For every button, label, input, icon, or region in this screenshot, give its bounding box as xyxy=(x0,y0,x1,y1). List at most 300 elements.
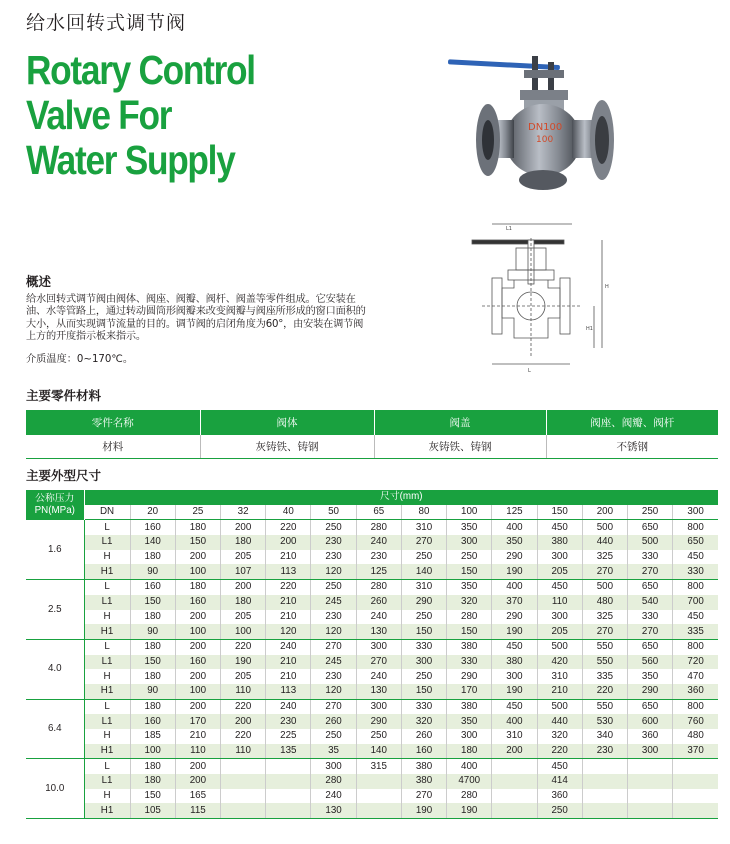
table-header-row xyxy=(26,410,718,435)
table-cell: 560 xyxy=(627,655,672,670)
table-cell: 500 xyxy=(627,535,672,550)
table-cell: 160 xyxy=(130,520,175,535)
table-cell: 290 xyxy=(492,610,537,625)
table-cell: 200 xyxy=(221,520,266,535)
table-cell: 140 xyxy=(130,535,175,550)
table-row xyxy=(26,580,718,595)
table-cell: 205 xyxy=(221,669,266,684)
table-cell: 800 xyxy=(687,641,704,653)
drawing-label: H xyxy=(605,284,609,290)
table-cell xyxy=(673,789,718,804)
table-cell: 200 xyxy=(175,610,220,625)
table-cell: 280 xyxy=(447,610,492,625)
dn-size-header: 200 xyxy=(582,505,627,520)
table-cell: 300 xyxy=(537,550,582,565)
table-cell: 245 xyxy=(311,595,356,610)
table-cell: 350 xyxy=(447,580,492,595)
table-cell: 205 xyxy=(537,624,582,639)
table-cell: 270 xyxy=(401,535,446,550)
table-cell: 325 xyxy=(582,550,627,565)
table-cell: 180 xyxy=(175,520,220,535)
table-cell: 290 xyxy=(627,684,672,699)
table-row xyxy=(26,744,718,759)
table-cell: 230 xyxy=(311,669,356,684)
table-cell: 250 xyxy=(311,580,356,595)
table-cell: 100 xyxy=(175,684,220,699)
table-cell: 650 xyxy=(673,535,718,550)
table-cell: 650 xyxy=(627,639,672,654)
table-cell: 220 xyxy=(221,729,266,744)
table-cell xyxy=(221,803,266,818)
table-cell: 300 xyxy=(447,729,492,744)
table-cell: 160 xyxy=(401,744,446,759)
table-cell: 205 xyxy=(221,550,266,565)
table-cell: 230 xyxy=(582,744,627,759)
table-cell: 185 xyxy=(130,729,175,744)
table-cell: 320 xyxy=(447,595,492,610)
table-row xyxy=(26,669,718,684)
table-row xyxy=(26,774,718,789)
table-cell xyxy=(582,789,627,804)
materials-table xyxy=(26,410,718,459)
table-cell xyxy=(582,759,627,774)
dimension-label: L xyxy=(84,699,130,714)
table-cell: 120 xyxy=(311,564,356,579)
table-cell: 220 xyxy=(582,684,627,699)
table-cell: 150 xyxy=(401,624,446,639)
table-cell: 150 xyxy=(401,684,446,699)
table-cell: 450 xyxy=(537,580,582,595)
table-cell: 250 xyxy=(401,610,446,625)
table-cell: 220 xyxy=(221,699,266,714)
table-cell: 330 xyxy=(401,699,446,714)
valve-drawing xyxy=(462,218,634,378)
table-cell: 700 xyxy=(673,595,718,610)
table-cell: 400 xyxy=(492,714,537,729)
table-cell: 205 xyxy=(537,564,582,579)
table-cell xyxy=(266,789,311,804)
dimension-label: L xyxy=(84,520,130,535)
table-cell: 210 xyxy=(537,684,582,699)
dn-size-header: 300 xyxy=(673,505,718,520)
table-cell: 280 xyxy=(311,774,356,789)
table-cell: 180 xyxy=(130,550,175,565)
table-cell: 380 xyxy=(447,699,492,714)
column-header: 阀座、阀瓣、阀杆 xyxy=(546,410,718,435)
table-cell: 130 xyxy=(356,624,401,639)
table-cell: 150 xyxy=(447,624,492,639)
table-cell: 480 xyxy=(582,595,627,610)
table-cell: 300 xyxy=(356,699,401,714)
table-cell: 420 xyxy=(537,655,582,670)
table-cell: 325 xyxy=(582,610,627,625)
table-cell: 220 xyxy=(266,580,311,595)
dn-header-row xyxy=(26,505,718,520)
table-cell: 270 xyxy=(311,699,356,714)
table-cell: 380 xyxy=(401,759,446,774)
table-cell: 250 xyxy=(311,729,356,744)
title-chinese: 给水回转式调节阀 xyxy=(26,12,187,34)
table-cell: 380 xyxy=(447,639,492,654)
table-cell: 300 xyxy=(627,744,672,759)
table-cell: 330 xyxy=(627,610,672,625)
table-cell: 110 xyxy=(537,595,582,610)
table-cell xyxy=(221,789,266,804)
table-cell: 530 xyxy=(582,714,627,729)
dn-size-header: 100 xyxy=(447,505,492,520)
table-cell: 180 xyxy=(447,744,492,759)
table-cell: 190 xyxy=(401,803,446,818)
table-cell: 250 xyxy=(356,729,401,744)
table-cell xyxy=(221,759,266,774)
table-cell: 180 xyxy=(221,595,266,610)
table-cell: 450 xyxy=(492,699,537,714)
dimension-label: L1 xyxy=(84,714,130,729)
table-cell: 290 xyxy=(447,669,492,684)
table-cell: 160 xyxy=(175,655,220,670)
table-cell: 250 xyxy=(537,803,582,818)
table-cell: 470 xyxy=(687,670,704,682)
table-row xyxy=(26,639,718,654)
table-cell: 130 xyxy=(311,803,356,818)
table-cell: 160 xyxy=(130,714,175,729)
table-cell xyxy=(492,759,537,774)
dimension-label: H xyxy=(84,610,130,625)
table-cell: 330 xyxy=(627,550,672,565)
table-cell: 300 xyxy=(537,610,582,625)
size-header: 尺寸(mm) xyxy=(84,490,718,505)
table-cell: 800 xyxy=(687,700,704,712)
table-cell: 360 xyxy=(627,729,672,744)
table-cell: 190 xyxy=(492,684,537,699)
table-cell: 270 xyxy=(356,655,401,670)
table-cell: 800 xyxy=(687,581,704,593)
table-cell: 140 xyxy=(356,744,401,759)
table-cell: 170 xyxy=(447,684,492,699)
table-cell: 160 xyxy=(175,595,220,610)
table-row xyxy=(26,803,718,818)
dimension-label: H1 xyxy=(84,744,130,759)
table-cell: 310 xyxy=(401,520,446,535)
table-cell: 180 xyxy=(130,699,175,714)
table-cell: 240 xyxy=(266,639,311,654)
table-cell: 210 xyxy=(266,595,311,610)
table-cell: 250 xyxy=(311,520,356,535)
table-cell: 240 xyxy=(266,699,311,714)
table-cell xyxy=(582,803,627,818)
table-cell: 115 xyxy=(175,803,220,818)
table-cell: 90 xyxy=(130,624,175,639)
table-cell: 230 xyxy=(266,714,311,729)
table-cell: 150 xyxy=(130,789,175,804)
dn-size-header: 32 xyxy=(221,505,266,520)
table-cell: 200 xyxy=(175,774,220,789)
dimension-label: H1 xyxy=(84,564,130,579)
dn-size-header: 40 xyxy=(266,505,311,520)
table-cell: 180 xyxy=(130,610,175,625)
dimension-label: L1 xyxy=(84,774,130,789)
table-cell: 650 xyxy=(627,580,672,595)
table-row xyxy=(26,759,718,774)
table-cell: 170 xyxy=(175,714,220,729)
table-cell: 280 xyxy=(447,789,492,804)
table-cell: 110 xyxy=(175,744,220,759)
table-row xyxy=(26,535,718,550)
table-cell: 90 xyxy=(130,564,175,579)
table-cell: 113 xyxy=(266,684,311,699)
title-english-line: Valve For xyxy=(26,92,172,138)
table-cell: 材料 xyxy=(26,435,200,459)
table-cell xyxy=(492,789,537,804)
table-cell: 400 xyxy=(492,580,537,595)
table-cell: 335 xyxy=(673,624,718,639)
table-cell xyxy=(627,789,672,804)
dn-size-header: 25 xyxy=(175,505,220,520)
table-cell: 300 xyxy=(311,759,356,774)
table-cell: 205 xyxy=(221,610,266,625)
table-cell: 280 xyxy=(356,520,401,535)
table-cell: 210 xyxy=(175,729,220,744)
table-cell: 210 xyxy=(266,550,311,565)
table-cell: 270 xyxy=(582,624,627,639)
table-cell: 300 xyxy=(401,655,446,670)
table-cell xyxy=(266,759,311,774)
table-row xyxy=(26,729,718,744)
table-row xyxy=(26,595,718,610)
column-header: 阀盖 xyxy=(374,410,546,435)
table-cell: 330 xyxy=(447,655,492,670)
table-cell: 450 xyxy=(687,551,704,563)
table-cell: 330 xyxy=(673,564,718,579)
table-cell: 720 xyxy=(673,655,718,670)
table-cell: 135 xyxy=(266,744,311,759)
table-cell xyxy=(221,774,266,789)
table-cell: 210 xyxy=(266,669,311,684)
table-row xyxy=(26,699,718,714)
table-cell: 不锈钢 xyxy=(546,435,718,459)
table-cell: 500 xyxy=(537,699,582,714)
table-cell: 330 xyxy=(401,639,446,654)
dimension-label: L xyxy=(84,759,130,774)
pn-header-line: PN(MPa) xyxy=(34,504,75,516)
table-cell: 335 xyxy=(582,669,627,684)
dn-size-header: 150 xyxy=(537,505,582,520)
table-cell: 300 xyxy=(492,669,537,684)
table-cell xyxy=(627,803,672,818)
table-cell: 110 xyxy=(221,684,266,699)
table-cell: 340 xyxy=(582,729,627,744)
table-row xyxy=(26,550,718,565)
table-cell: 200 xyxy=(175,699,220,714)
table-cell: 180 xyxy=(130,774,175,789)
medium-temperature: 介质温度：0~170℃。 xyxy=(26,354,134,365)
table-cell: 400 xyxy=(492,520,537,535)
title-english-line: Rotary Control xyxy=(26,47,255,93)
table-cell xyxy=(582,774,627,789)
table-row xyxy=(26,789,718,804)
table-cell: 107 xyxy=(221,564,266,579)
table-cell: 280 xyxy=(356,580,401,595)
pn-header xyxy=(26,490,84,520)
table-cell xyxy=(627,774,672,789)
table-cell: 180 xyxy=(175,580,220,595)
dn-size-header: 65 xyxy=(356,505,401,520)
table-cell: 190 xyxy=(221,655,266,670)
table-cell: 230 xyxy=(311,550,356,565)
table-cell xyxy=(356,803,401,818)
dimension-label: H xyxy=(84,550,130,565)
table-cell: 130 xyxy=(356,684,401,699)
table-cell: 400 xyxy=(447,759,492,774)
table-cell xyxy=(492,803,537,818)
table-row xyxy=(26,520,718,535)
table-cell: 灰铸铁、铸钢 xyxy=(374,435,546,459)
table-cell: 310 xyxy=(537,669,582,684)
table-cell: 270 xyxy=(401,789,446,804)
table-cell: 210 xyxy=(266,655,311,670)
table-cell: 220 xyxy=(221,639,266,654)
dn-size-header: 250 xyxy=(627,505,672,520)
table-cell: 320 xyxy=(401,714,446,729)
dimension-label: H xyxy=(84,789,130,804)
table-cell: 550 xyxy=(582,699,627,714)
table-row xyxy=(26,655,718,670)
column-header: 阀体 xyxy=(200,410,374,435)
table-cell: 270 xyxy=(311,639,356,654)
table-cell: 200 xyxy=(221,714,266,729)
table-cell: 150 xyxy=(175,535,220,550)
table-header-row xyxy=(26,490,718,505)
table-cell: 90 xyxy=(130,684,175,699)
table-cell: 260 xyxy=(356,595,401,610)
table-cell xyxy=(266,803,311,818)
table-cell: 600 xyxy=(627,714,672,729)
table-cell: 180 xyxy=(221,535,266,550)
table-cell: 240 xyxy=(356,669,401,684)
pn-value: 1.6 xyxy=(26,520,84,580)
table-cell: 150 xyxy=(130,655,175,670)
table-cell: 230 xyxy=(311,535,356,550)
table-cell: 270 xyxy=(627,624,672,639)
table-cell: 500 xyxy=(582,520,627,535)
table-cell: 100 xyxy=(221,624,266,639)
dimension-label: L1 xyxy=(84,595,130,610)
table-cell xyxy=(492,774,537,789)
table-cell: 800 xyxy=(687,521,704,533)
table-cell: 100 xyxy=(130,744,175,759)
table-cell: 120 xyxy=(266,624,311,639)
table-cell: 370 xyxy=(492,595,537,610)
table-cell: 250 xyxy=(401,669,446,684)
table-cell: 450 xyxy=(687,610,704,622)
table-cell: 35 xyxy=(311,744,356,759)
table-cell: 450 xyxy=(492,639,537,654)
table-cell: 320 xyxy=(537,729,582,744)
table-cell: 290 xyxy=(356,714,401,729)
table-cell: 270 xyxy=(582,564,627,579)
table-cell: 165 xyxy=(175,789,220,804)
table-cell: 300 xyxy=(356,639,401,654)
table-cell: 113 xyxy=(266,564,311,579)
table-cell: 260 xyxy=(401,729,446,744)
dn-label: DN xyxy=(84,505,130,520)
table-cell: 120 xyxy=(311,684,356,699)
dimensions-heading: 主要外型尺寸 xyxy=(26,468,102,483)
photo-marking: 100 xyxy=(536,135,554,145)
table-row xyxy=(26,714,718,729)
pn-value: 10.0 xyxy=(26,759,84,819)
table-cell: 150 xyxy=(130,595,175,610)
table-cell: 200 xyxy=(492,744,537,759)
table-cell: 灰铸铁、铸钢 xyxy=(200,435,374,459)
table-cell: 500 xyxy=(537,639,582,654)
table-cell: 550 xyxy=(582,639,627,654)
table-cell: 100 xyxy=(175,624,220,639)
table-cell: 110 xyxy=(221,744,266,759)
table-cell: 450 xyxy=(537,520,582,535)
table-cell: 360 xyxy=(673,684,718,699)
title-english-line: Water Supply xyxy=(26,137,235,183)
table-cell: 200 xyxy=(175,759,220,774)
table-cell: 240 xyxy=(311,789,356,804)
table-cell: 225 xyxy=(266,729,311,744)
table-cell: 650 xyxy=(627,699,672,714)
column-header: 零件名称 xyxy=(26,410,200,435)
table-row xyxy=(26,624,718,639)
title-english xyxy=(26,48,255,183)
table-cell xyxy=(673,759,718,774)
dimensions-table xyxy=(26,490,718,819)
table-cell: 300 xyxy=(447,535,492,550)
table-cell: 290 xyxy=(401,595,446,610)
table-cell: 190 xyxy=(447,803,492,818)
dimension-label: H xyxy=(84,669,130,684)
dn-size-header: 125 xyxy=(492,505,537,520)
table-cell: 550 xyxy=(582,655,627,670)
table-cell: 760 xyxy=(673,714,718,729)
table-cell xyxy=(266,774,311,789)
table-cell: 380 xyxy=(401,774,446,789)
pn-value: 6.4 xyxy=(26,699,84,759)
table-cell: 450 xyxy=(537,759,582,774)
table-cell: 245 xyxy=(311,655,356,670)
table-cell: 180 xyxy=(130,639,175,654)
table-cell xyxy=(356,789,401,804)
table-cell: 350 xyxy=(492,535,537,550)
table-cell: 250 xyxy=(447,550,492,565)
dimension-label: H1 xyxy=(84,684,130,699)
table-cell: 120 xyxy=(311,624,356,639)
table-cell: 315 xyxy=(356,759,401,774)
table-cell: 220 xyxy=(266,520,311,535)
table-cell: 200 xyxy=(175,550,220,565)
drawing-label: H1 xyxy=(586,326,593,332)
drawing-label: L xyxy=(528,368,531,374)
photo-marking: DN100 xyxy=(528,122,563,133)
table-cell: 100 xyxy=(175,564,220,579)
table-cell: 440 xyxy=(582,535,627,550)
table-cell: 350 xyxy=(447,714,492,729)
dimension-label: L xyxy=(84,639,130,654)
table-cell: 500 xyxy=(582,580,627,595)
table-cell xyxy=(673,774,718,789)
table-cell: 200 xyxy=(221,580,266,595)
table-cell: 105 xyxy=(130,803,175,818)
table-row xyxy=(26,564,718,579)
table-cell: 260 xyxy=(311,714,356,729)
table-cell: 190 xyxy=(492,564,537,579)
table-cell: 540 xyxy=(627,595,672,610)
